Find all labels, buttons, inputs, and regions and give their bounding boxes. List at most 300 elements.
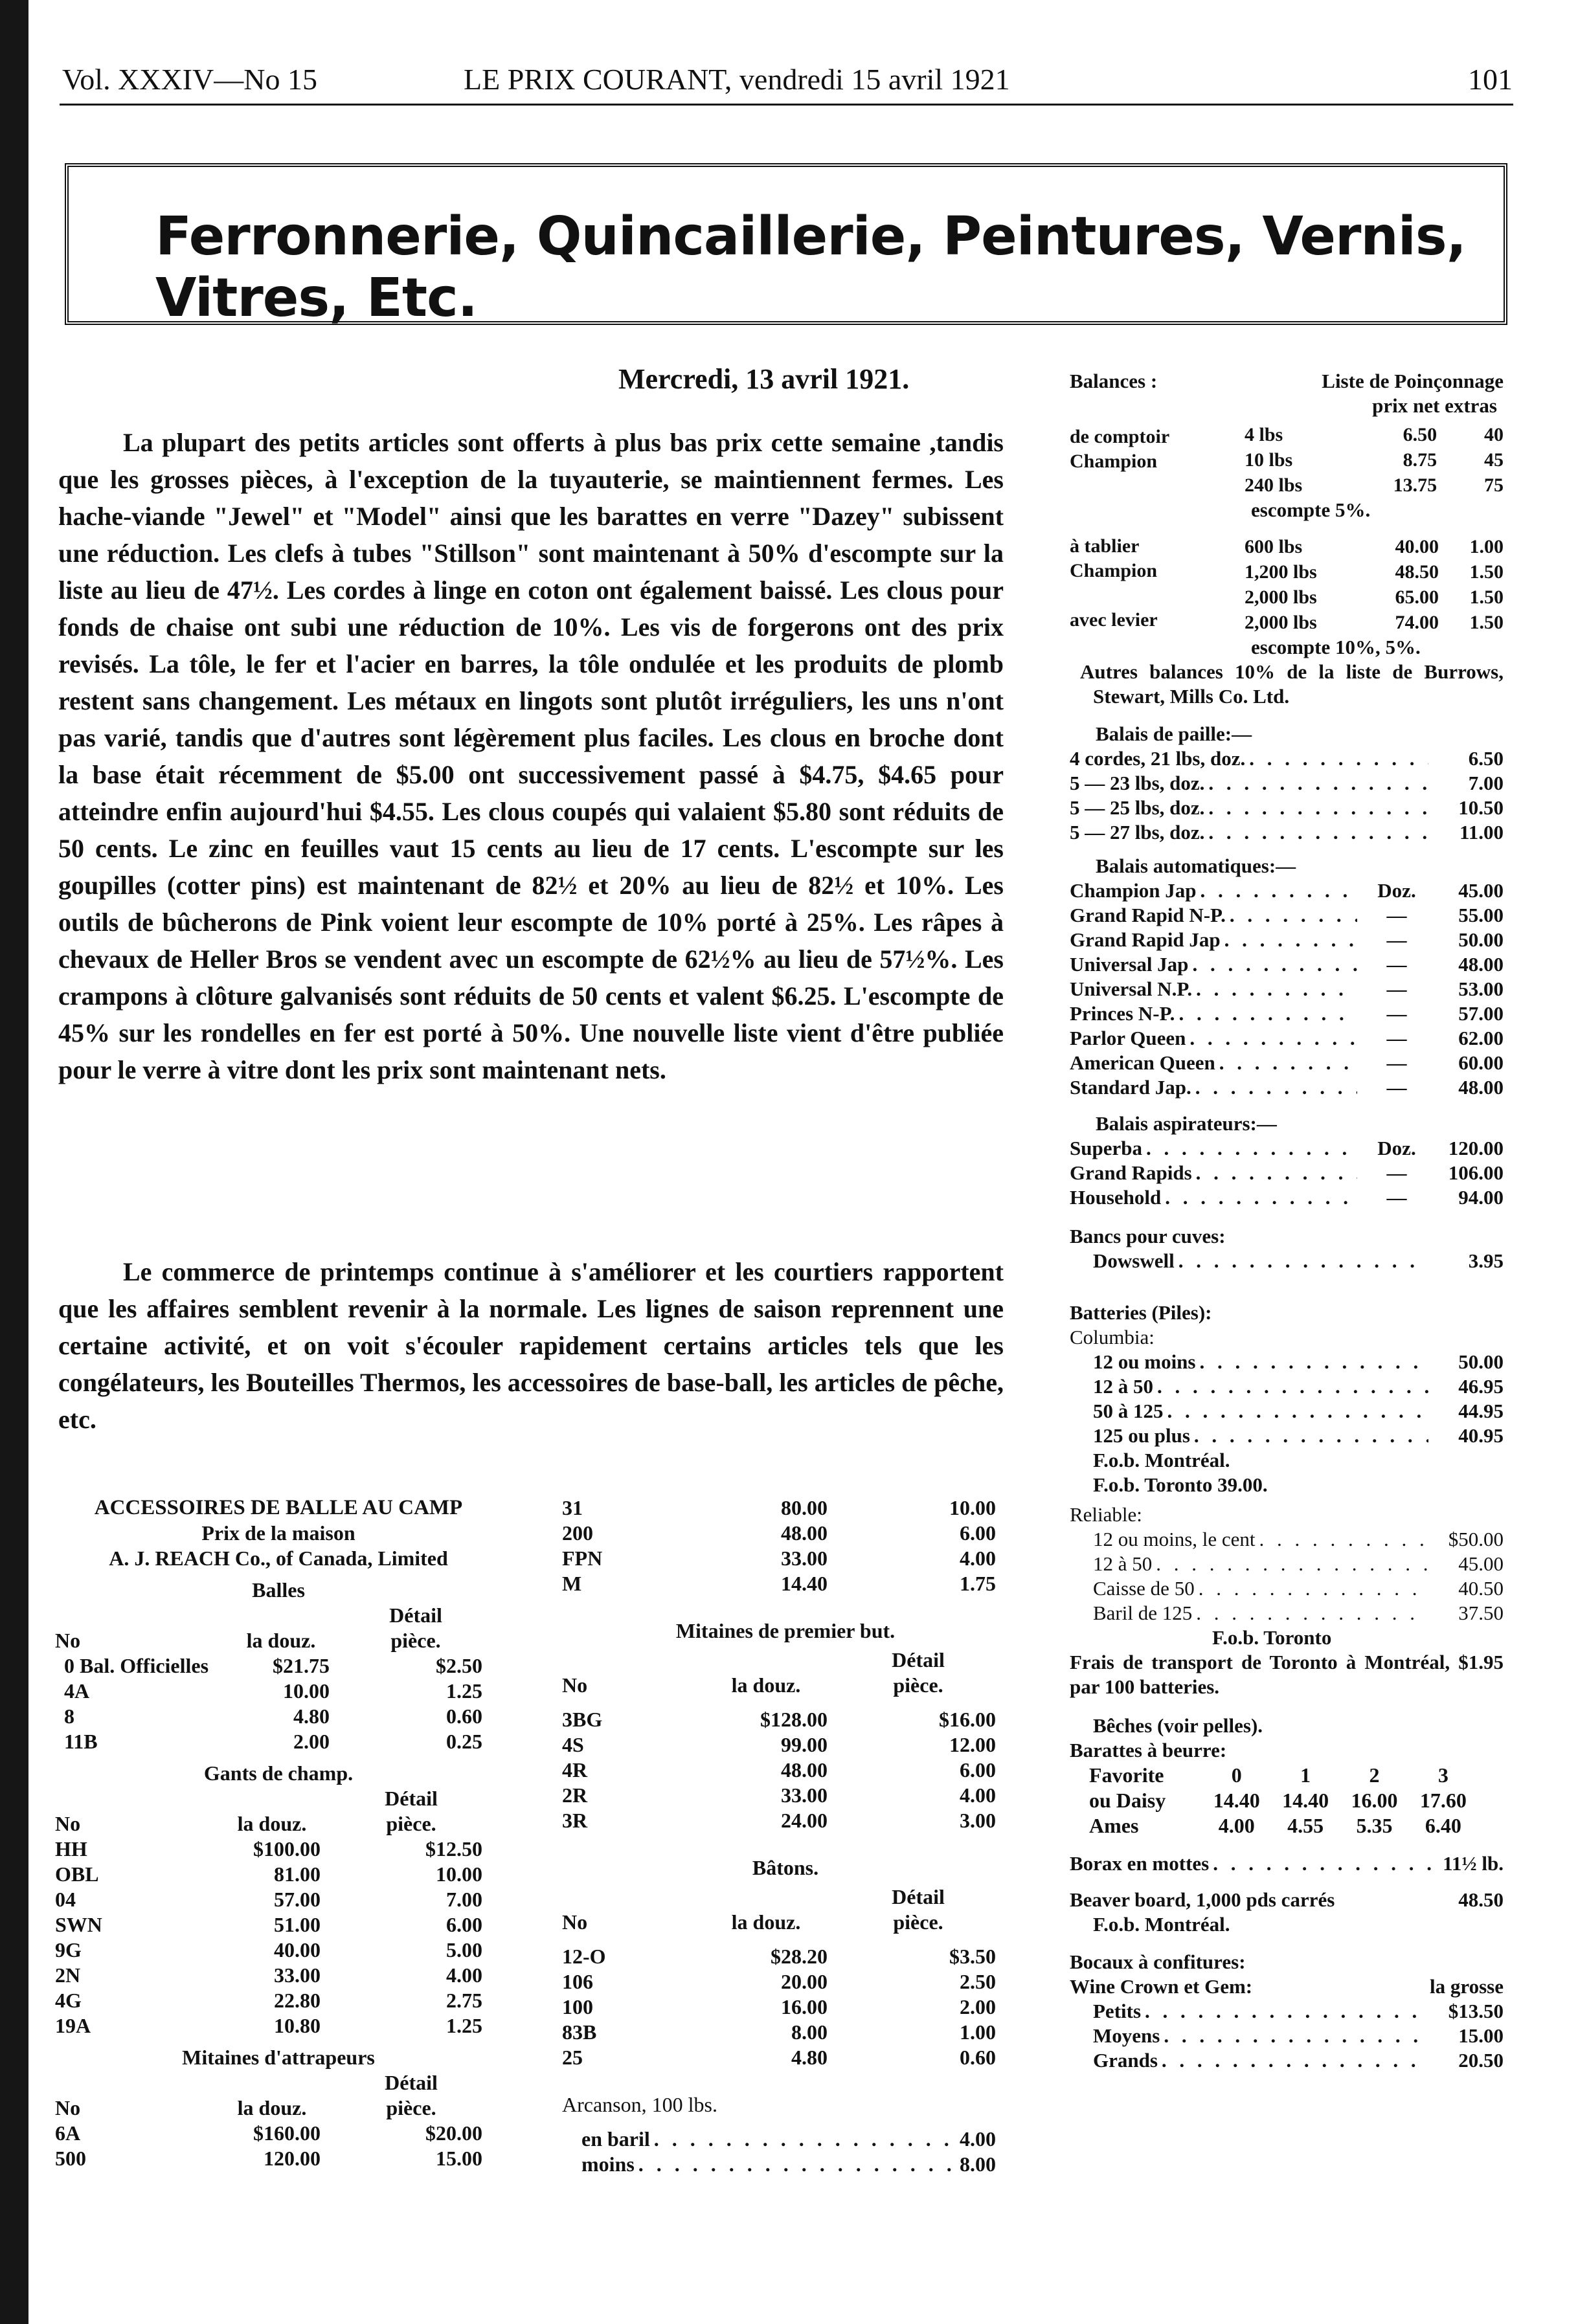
- item-unit: —: [1386, 953, 1407, 976]
- table-row: [55, 2121, 502, 2146]
- item-no: 25: [562, 2046, 583, 2069]
- no-header: No: [55, 2096, 81, 2119]
- price-piece: 3.00: [960, 1809, 996, 1832]
- item-no: HH: [55, 1837, 87, 1860]
- leader-dots: [1157, 1374, 1428, 1399]
- price-piece: 6.00: [446, 1913, 482, 1936]
- item-price: 7.00: [1468, 772, 1504, 794]
- leader-dots: [1162, 2048, 1428, 2073]
- price-piece: 1.25: [446, 2014, 482, 2037]
- cell: 17.60: [1419, 1789, 1467, 1812]
- leader-dots: [1259, 1527, 1428, 1552]
- cell: 48.50: [1395, 561, 1439, 583]
- running-header: [62, 62, 1513, 109]
- price-douz: 33.00: [274, 1963, 321, 1987]
- leader-dots: [1208, 796, 1428, 820]
- table-row: [562, 1495, 1009, 1521]
- item-price: 45.00: [1458, 879, 1504, 902]
- list-item: [1070, 1185, 1504, 1210]
- price-douz: 51.00: [274, 1913, 321, 1936]
- journal-title: LE PRIX COURANT, vendredi 15 avril 1921: [464, 63, 1010, 96]
- blank-cell: [562, 1884, 704, 1910]
- list-item: [1070, 1136, 1504, 1161]
- item-no: 11B: [64, 1730, 98, 1753]
- item-no: 12-O: [562, 1945, 606, 1968]
- section-title: Mitaines d'attrapeurs: [182, 2046, 375, 2069]
- col-head: 2: [1369, 1763, 1380, 1787]
- detail-header: Détail: [385, 1787, 438, 1810]
- arcanson-label: moins: [581, 2152, 635, 2176]
- item-price: 106.00: [1448, 1161, 1504, 1184]
- item-unit: —: [1386, 1002, 1407, 1025]
- list-item: [1070, 977, 1504, 1001]
- item-no: 0 Bal. Officielles: [64, 1654, 209, 1677]
- beaver-fob: F.o.b. Montréal.: [1093, 1913, 1230, 1936]
- douz-header: la douz.: [731, 1910, 801, 1934]
- item-no: FPN: [562, 1547, 603, 1570]
- price-douz: 10.00: [283, 1679, 330, 1703]
- blank-cell: [223, 2070, 321, 2095]
- bocaux-title: Bocaux à confitures:: [1070, 1950, 1246, 1973]
- no-header: No: [55, 1629, 81, 1652]
- leader-dots: [1199, 1350, 1428, 1374]
- table-row: [562, 1994, 1009, 2020]
- fob-toronto: F.o.b. Toronto 39.00.: [1093, 1473, 1268, 1496]
- table-row: [562, 1944, 1009, 1969]
- item-no: 4G: [55, 1989, 82, 2012]
- cell: ou Daisy: [1089, 1789, 1166, 1812]
- item-unit: —: [1386, 1186, 1407, 1209]
- page-number: 101: [1468, 63, 1513, 96]
- favorite-label: Favorite: [1089, 1763, 1164, 1787]
- item-price: 45.00: [1458, 1552, 1504, 1575]
- barattes-header-row: [1089, 1763, 1478, 1788]
- col1-maker2: A. J. REACH Co., of Canada, Limited: [109, 1547, 448, 1570]
- price-piece: $3.50: [949, 1945, 996, 1968]
- list-item: [1070, 952, 1504, 977]
- item-price: 120.00: [1448, 1137, 1504, 1159]
- cell: 8.75: [1403, 449, 1437, 471]
- section-banner: Ferronnerie, Quincaillerie, Peintures, Vernis, Vitres, Etc.: [155, 206, 1466, 329]
- table-row: [55, 2146, 502, 2171]
- price-douz: 33.00: [781, 1783, 828, 1807]
- leader-dots: [1208, 771, 1428, 796]
- leader-dots: [1146, 1136, 1357, 1161]
- item-label: 12 à 50: [1093, 1552, 1153, 1575]
- price-douz: 2.00: [293, 1730, 330, 1753]
- leader-dots: [1194, 1424, 1428, 1448]
- table-row: [55, 1729, 502, 1754]
- table-row: [562, 1969, 1009, 1994]
- item-label: Grand Rapids: [1070, 1161, 1192, 1184]
- item-unit: —: [1386, 978, 1407, 1000]
- leader-dots: [1219, 1051, 1357, 1075]
- table-row: [55, 1988, 502, 2013]
- item-label: Household: [1070, 1186, 1162, 1209]
- item-label: Moyens: [1093, 2024, 1160, 2047]
- leader-dots: [1178, 1001, 1357, 1026]
- price-piece: 7.00: [446, 1888, 482, 1911]
- price-douz: 8.00: [791, 2020, 828, 2044]
- price-piece: 6.00: [960, 1758, 996, 1782]
- no-header: No: [562, 1673, 588, 1697]
- item-price: 48.00: [1458, 953, 1504, 976]
- price-piece: 2.00: [960, 1995, 996, 2018]
- price-piece: $12.50: [425, 1837, 482, 1860]
- table-row: [55, 1679, 502, 1704]
- item-label: 5 — 27 lbs, doz.: [1070, 821, 1205, 844]
- item-label: Grand Rapid N-P.: [1070, 904, 1226, 926]
- list-item: [1070, 1161, 1504, 1185]
- table-row: [55, 2013, 502, 2039]
- item-label: Standard Jap.: [1070, 1076, 1191, 1099]
- detail-header: Détail: [892, 1885, 945, 1908]
- col-head: 0: [1231, 1763, 1242, 1787]
- col1-baseball: [55, 1495, 502, 2171]
- item-no: 8: [64, 1704, 74, 1728]
- item-price: 10.50: [1458, 796, 1504, 819]
- blank-cell: [55, 2070, 223, 2095]
- blank-cell: [223, 1786, 321, 1811]
- item-no: 04: [55, 1888, 76, 1911]
- item-price: 50.00: [1458, 928, 1504, 951]
- cell: Ames: [1089, 1814, 1139, 1837]
- item-price: 40.50: [1458, 1577, 1504, 1600]
- price-table: [55, 1786, 502, 2039]
- col-head: 1: [1300, 1763, 1311, 1787]
- no-header: No: [55, 1812, 81, 1835]
- price-piece: 15.00: [436, 2147, 482, 2170]
- cell: 4 lbs: [1245, 424, 1283, 445]
- item-label: Grands: [1093, 2049, 1158, 2072]
- item-no: 19A: [55, 2014, 91, 2037]
- bocaux-sub-row: [1070, 1974, 1504, 1999]
- item-price: 53.00: [1458, 978, 1504, 1000]
- detail-header: Détail: [892, 1648, 945, 1671]
- table-row: [55, 1887, 502, 1912]
- item-label: Universal N.P.: [1070, 978, 1193, 1000]
- price-piece: $2.50: [436, 1654, 482, 1677]
- table-row: [55, 1653, 502, 1679]
- leader-dots: [1165, 1185, 1357, 1210]
- cell: 74.00: [1395, 612, 1439, 633]
- barattes-row: [1089, 1813, 1478, 1838]
- item-label: 5 — 23 lbs, doz.: [1070, 772, 1205, 794]
- blank-cell: [232, 1603, 330, 1628]
- table-row: [1245, 610, 1504, 635]
- price-douz: 80.00: [781, 1496, 828, 1519]
- item-price: 6.50: [1468, 747, 1504, 770]
- item-label: Caisse de 50: [1093, 1577, 1195, 1600]
- piece-header: pièce.: [893, 1910, 943, 1934]
- list-item: [1093, 1424, 1504, 1448]
- item-price: 57.00: [1458, 1002, 1504, 1025]
- cell: 4.55: [1287, 1814, 1324, 1837]
- item-unit: Doz.: [1377, 1137, 1416, 1159]
- item-label: Parlor Queen: [1070, 1027, 1186, 1049]
- price-douz: $100.00: [253, 1837, 321, 1860]
- price-table: [562, 1648, 1009, 1833]
- item-label: Dowswell: [1093, 1249, 1175, 1272]
- price-piece: 4.00: [446, 1963, 482, 1987]
- col2-baseball: [562, 1495, 1009, 2177]
- price-piece: 2.50: [960, 1970, 996, 1993]
- balances-group1: [1245, 422, 1504, 498]
- price-piece: 5.00: [446, 1938, 482, 1961]
- list-item: [1070, 1051, 1504, 1075]
- arcanson-price: 8.00: [960, 2152, 996, 2176]
- col3-prices: [1070, 369, 1504, 2073]
- item-price: 46.95: [1458, 1375, 1504, 1398]
- item-price: $50.00: [1448, 1528, 1504, 1550]
- list-item: [1070, 1026, 1504, 1051]
- frais-transport: Frais de transport de Toronto à Montréal, $1.95 par 100 batteries.: [1070, 1651, 1504, 1698]
- price-douz: 10.80: [274, 2014, 321, 2037]
- item-no: 31: [562, 1496, 583, 1519]
- list-item: [1070, 796, 1504, 820]
- price-douz: 120.00: [264, 2147, 321, 2170]
- price-douz: 40.00: [274, 1938, 321, 1961]
- balais-paille-title: Balais de paille:—: [1096, 722, 1252, 745]
- item-label: Universal Jap: [1070, 953, 1189, 976]
- cell: 1.50: [1469, 612, 1504, 633]
- bocaux-unit: la grosse: [1430, 1975, 1504, 1998]
- price-piece: $16.00: [939, 1708, 996, 1731]
- item-label: 12 ou moins: [1093, 1350, 1196, 1373]
- columbia-label: Columbia:: [1070, 1326, 1155, 1348]
- item-no: SWN: [55, 1913, 102, 1936]
- price-piece: 10.00: [949, 1496, 996, 1519]
- item-no: 4S: [562, 1733, 584, 1756]
- article-body: [58, 424, 1004, 1088]
- col1-maker1: Prix de la maison: [201, 1521, 355, 1545]
- beaver-row: [1070, 1888, 1504, 1912]
- cell: 600 lbs: [1245, 536, 1303, 557]
- detail-header: Détail: [385, 2071, 438, 2094]
- list-item: [1093, 1399, 1504, 1424]
- arcanson-price: 4.00: [960, 2127, 996, 2151]
- price-piece: 4.00: [960, 1547, 996, 1570]
- item-label: 50 à 125: [1093, 1400, 1164, 1422]
- item-label: Petits: [1093, 2000, 1142, 2022]
- section-title: Balles: [252, 1578, 305, 1602]
- item-no: 4A: [64, 1679, 90, 1703]
- item-no: M: [562, 1572, 582, 1595]
- cell: 4.00: [1218, 1814, 1255, 1837]
- leader-dots: [1189, 1026, 1357, 1051]
- list-item: [1070, 771, 1504, 796]
- section-title: Gants de champ.: [203, 1761, 354, 1785]
- item-price: 55.00: [1458, 904, 1504, 926]
- leader-dots: [1224, 928, 1357, 952]
- header-rule: [60, 104, 1513, 106]
- list-item: [1070, 820, 1504, 845]
- table-row: [562, 1707, 1009, 1732]
- list-item: [1070, 1075, 1504, 1100]
- table-row: [55, 1963, 502, 1988]
- price-piece: 1.00: [960, 2020, 996, 2044]
- table-row: [562, 1732, 1009, 1758]
- leader-dots: [1178, 1249, 1428, 1273]
- table-row: [1245, 422, 1504, 447]
- item-price: 48.00: [1458, 1076, 1504, 1099]
- cell: 5.35: [1356, 1814, 1393, 1837]
- item-label: 5 — 25 lbs, doz.: [1070, 796, 1205, 819]
- leader-dots: [1200, 878, 1357, 903]
- table-row: [55, 1837, 502, 1862]
- bancs-title: Bancs pour cuves:: [1070, 1225, 1226, 1247]
- fob-montreal: F.o.b. Montréal.: [1093, 1449, 1230, 1471]
- item-no: 100: [562, 1995, 593, 2018]
- item-unit: —: [1386, 1076, 1407, 1099]
- fob-toronto-2: F.o.b. Toronto: [1212, 1626, 1332, 1649]
- item-unit: —: [1386, 1027, 1407, 1049]
- price-piece: 12.00: [949, 1733, 996, 1756]
- leader-dots: [1164, 2024, 1428, 2048]
- blank-cell: [55, 1603, 232, 1628]
- table-row: [1245, 473, 1504, 498]
- balais-auto-title: Balais automatiques:—: [1096, 855, 1296, 877]
- price-piece: 2.75: [446, 1989, 482, 2012]
- table-row: [1245, 534, 1504, 559]
- price-douz: $28.20: [771, 1945, 828, 1968]
- list-item: [1070, 746, 1504, 771]
- table-row: [562, 1546, 1009, 1571]
- list-item: [1093, 1350, 1504, 1374]
- cell: 240 lbs: [1245, 475, 1303, 496]
- item-no: 4R: [562, 1758, 588, 1782]
- col2-top-table: [562, 1495, 1009, 1596]
- g1-note: escompte 5%.: [1251, 498, 1371, 521]
- paragraph-2: Le commerce de printemps continue à s'améliorer et les courtiers rapportent que les affaires semblent revenir à la normale. Les lignes de saison reprennent une certaine activité, et on voit s'écouler rapidement certains articles tels que les congélateurs, les Bouteilles Thermos, les accessoires de base-ball, les articles de pêche, etc.: [58, 1257, 1004, 1434]
- item-label: Princes N-P.: [1070, 1002, 1175, 1025]
- table-row: [55, 1704, 502, 1729]
- cell: 10 lbs: [1245, 449, 1293, 471]
- table-row: [562, 1783, 1009, 1808]
- price-piece: 0.60: [446, 1704, 482, 1728]
- table-row: [1245, 585, 1504, 610]
- item-no: 2R: [562, 1783, 588, 1807]
- item-no: 83B: [562, 2020, 597, 2044]
- item-no: OBL: [55, 1862, 99, 1886]
- item-unit: —: [1386, 904, 1407, 926]
- price-douz: 14.40: [781, 1572, 828, 1595]
- item-label: Grand Rapid Jap: [1070, 928, 1221, 951]
- piece-header: pièce.: [893, 1673, 943, 1697]
- list-item: [1093, 2048, 1504, 2073]
- beches: Bêches (voir pelles).: [1093, 1714, 1263, 1737]
- scan-edge-bar: [0, 0, 28, 2324]
- item-label: Superba: [1070, 1137, 1142, 1159]
- blank-cell: [55, 1786, 223, 1811]
- price-douz: 4.80: [293, 1704, 330, 1728]
- list-item: [1070, 903, 1504, 928]
- price-piece: 10.00: [436, 1862, 482, 1886]
- item-price: 94.00: [1458, 1186, 1504, 1209]
- barattes-table: [1089, 1763, 1478, 1838]
- list-item: [1093, 2024, 1504, 2048]
- item-label: 12 ou moins, le cent: [1093, 1528, 1256, 1550]
- table-row: [55, 1938, 502, 1963]
- table-row: [1245, 559, 1504, 585]
- autres-balances: Autres balances 10% de la liste de Burrows, Stewart, Mills Co. Ltd.: [1080, 660, 1504, 708]
- cell: 1.50: [1469, 561, 1504, 583]
- no-header: No: [562, 1910, 588, 1934]
- leader-dots: [1208, 820, 1428, 845]
- leader-dots: [1167, 1399, 1429, 1424]
- item-label: 125 ou plus: [1093, 1424, 1190, 1447]
- price-douz: 99.00: [781, 1733, 828, 1756]
- barattes-row: [1089, 1788, 1478, 1813]
- list-item: [1093, 1374, 1504, 1399]
- price-table: [562, 1884, 1009, 2070]
- article-date: Mercredi, 13 avril 1921.: [618, 363, 910, 395]
- item-price: $13.50: [1448, 2000, 1504, 2022]
- douz-header: la douz.: [731, 1673, 801, 1697]
- balances-h1: Liste de Poinçonnage: [1322, 370, 1504, 392]
- price-douz: 22.80: [274, 1989, 321, 2012]
- cell: 6.40: [1425, 1814, 1461, 1837]
- list-item: [1093, 1552, 1504, 1576]
- item-price: 20.50: [1458, 2049, 1504, 2072]
- g2-label-2: Champion: [1070, 560, 1158, 581]
- bocaux-sub: Wine Crown et Gem:: [1070, 1975, 1253, 1998]
- item-label: 4 cordes, 21 lbs, doz.: [1070, 747, 1246, 770]
- blank-cell: [562, 1648, 704, 1673]
- detail-header: Détail: [389, 1603, 442, 1627]
- item-no: 3R: [562, 1809, 588, 1832]
- cell: 2,000 lbs: [1245, 587, 1317, 608]
- g2-label-3: [1070, 583, 1245, 608]
- list-item: [1093, 1576, 1504, 1601]
- item-unit: —: [1386, 928, 1407, 951]
- col-head: 3: [1437, 1763, 1448, 1787]
- list-item: [1070, 878, 1504, 903]
- list-item: [1070, 928, 1504, 952]
- leader-dots: [654, 2127, 956, 2152]
- cell: 45: [1484, 449, 1504, 471]
- arcanson-title: Arcanson, 100 lbs.: [562, 2093, 717, 2116]
- price-douz: $128.00: [760, 1708, 828, 1731]
- table-row: [562, 1571, 1009, 1596]
- reliable-label: Reliable:: [1070, 1503, 1142, 1526]
- item-no: 106: [562, 1970, 593, 1993]
- leader-dots: [1195, 1075, 1357, 1100]
- douz-header: la douz.: [246, 1629, 316, 1652]
- item-unit: —: [1386, 1161, 1407, 1184]
- price-piece: $20.00: [425, 2121, 482, 2145]
- item-no: 200: [562, 1521, 593, 1545]
- batteries-title: Batteries (Piles):: [1070, 1301, 1212, 1324]
- price-piece: 1.25: [446, 1679, 482, 1703]
- price-piece: 6.00: [960, 1521, 996, 1545]
- price-douz: 4.80: [791, 2046, 828, 2069]
- leader-dots: [1196, 1601, 1428, 1626]
- g2-label-1: à tablier: [1070, 535, 1140, 557]
- item-unit: —: [1386, 1051, 1407, 1074]
- item-price: 3.95: [1468, 1249, 1504, 1272]
- item-no: 3BG: [562, 1708, 603, 1731]
- leader-dots: [1192, 952, 1357, 977]
- g1-label-2: Champion: [1070, 451, 1158, 472]
- volume-label: Vol. XXXIV—No 15: [62, 63, 317, 96]
- leader-dots: [1230, 903, 1357, 928]
- price-douz: 48.00: [781, 1521, 828, 1545]
- balances-h2: prix net extras: [1372, 394, 1497, 417]
- price-douz: 16.00: [781, 1995, 828, 2018]
- item-price: 60.00: [1458, 1051, 1504, 1074]
- paragraph-1: La plupart des petits articles sont offerts à plus bas prix cette semaine ,tandis que les grosses pièces, à l'exception de la tuyauterie, se maintiennent fermes. Les hache-viande "Jewel" et "Model" ainsi que les barattes en verre "Dazey" subissent une réduction. Les clefs à tubes "Stillson" sont maintenant à 50% d'escompte sur la liste au lieu de 47½. Les cordes à linge en coton ont également baissé. Les clous pour fonds de chaise ont subi une réduction de 10%. Les vis de forgerons ont des prix revisés. La tôle, le fer et l'acier en barres, la tôle ondulée et les produits de plomb restent sans changement. Les métaux en lingots sont plutôt irréguliers, les uns n'ont pas varié, tandis que d'autres sont légèrement plus faciles. Les clous en broche dont la base était récemment de $5.00 ont successivement passé à $4.75, $4.65 pour atteindre enfin aujourd'hui $4.55. Les clous coupés qui valaient $5.80 sont réduits de 50 cents. Le zinc en feuilles vaut 15 cents au lieu de 17 cents. L'escompte sur les goupilles (cotter pins) est maintenant de 82½ et 20% au lieu de 82½ et 10%. Les outils de bûcherons de Pink voient leur escompte de 10% porté à 25%. Les râpes à chevaux de Heller Bros se vendent avec un escompte de 62½% au lieu de 57½%. Les crampons à clôture galvanisés sont réduits de 50 cents et valent $6.25. L'escompte de 45% sur les rondelles en fer est porté à 50%. Une nouvelle liste vient d'être publiée pour le verre à vitre dont les prix sont maintenant nets.: [58, 428, 1004, 1084]
